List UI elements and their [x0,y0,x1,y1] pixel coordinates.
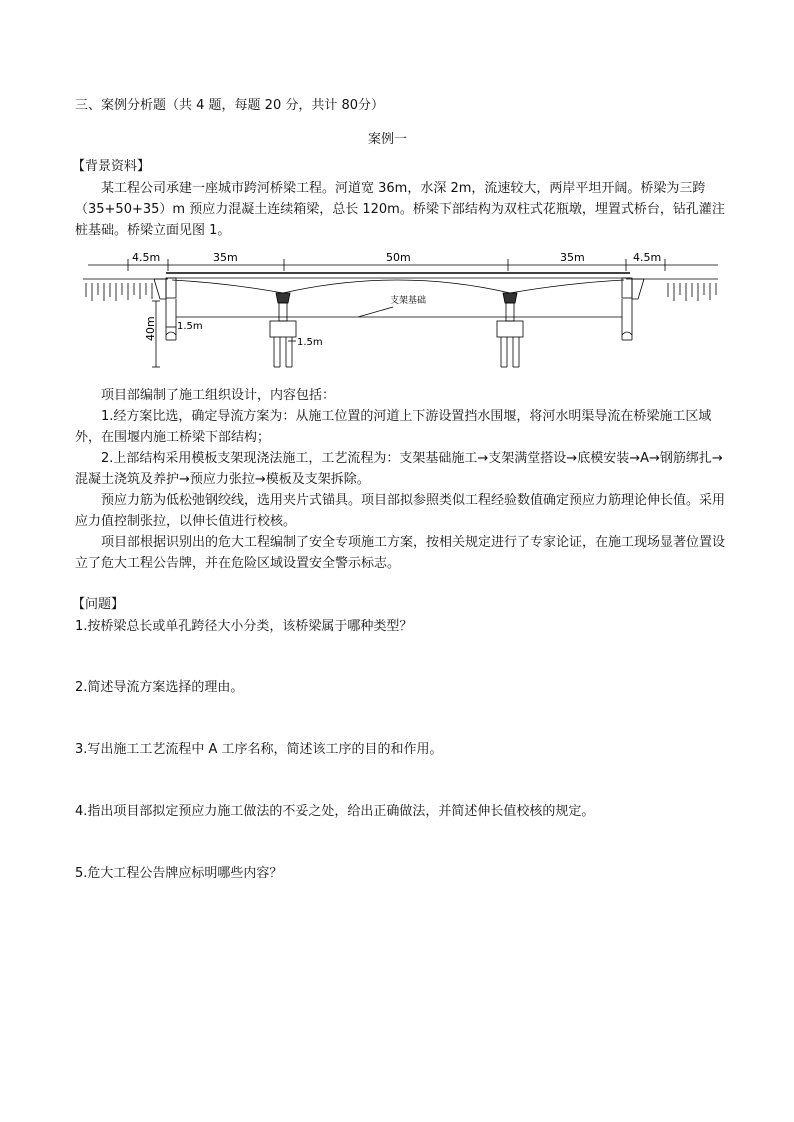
question-1: 1.按桥梁总长或单孔跨径大小分类，该桥梁属于哪种类型？ [75,619,413,634]
span-label-1: 4.5m [132,251,161,264]
support-foundation-label: 支架基础 [390,296,427,306]
questions-label: 【问题】 [72,597,125,612]
question-4: 4.指出项目部拟定预应力施工做法的不妥之处，给出正确做法，并简述伸长值校核的规定。 [75,804,595,819]
question-3: 3.写出施工工艺流程中 A 工序名称，简述该工序的目的和作用。 [75,742,443,757]
safety-paragraph: 项目部根据识别出的危大工程编制了安全专项施工方案，按相关规定进行了专家论证，在施工现场显著位置设立了危大工程公告牌，并在危险区域设置安全警示标志。 [75,535,726,571]
background-paragraph: 某工程公司承建一座城市跨河桥梁工程。河道宽 36m，水深 2m，流速较大，两岸平坦开阔。桥梁为三跨（35+50+35）m 预应力混凝土连续箱梁，总长 120m。桥梁下部结构为双柱式花瓶墩，埋置式桥台，钻孔灌注桩基础。桥梁立面见图 1。 [75,181,725,238]
span-label-3: 50m [386,251,411,264]
item-1: 1.经方案比选，确定导流方案为：从施工位置的河道上下游设置挡水围堰，将河水明渠导流在桥梁施工区域外，在围堰内施工桥梁下部结构； [75,409,712,445]
question-5: 5.危大工程公告牌应标明哪些内容？ [75,866,283,881]
span-label-2: 35m [213,251,238,264]
dim-1-5m-abutment: 1.5m [177,321,203,332]
height-label: 40m [144,316,157,341]
section-heading: 三、案例分析题（共 4 题，每题 20 分，共计 80分） [75,98,385,113]
bridge-elevation-figure [78,245,726,375]
intro-line: 项目部编制了施工组织设计，内容包括： [101,388,336,403]
background-label: 【背景资料】 [72,159,151,174]
span-label-5: 4.5m [633,251,662,264]
span-label-4: 35m [560,251,585,264]
case-title: 案例一 [368,132,408,147]
dim-1-5m-pier: 1.5m [297,337,323,348]
item-2: 2.上部结构采用模板支架现浇法施工，工艺流程为：支架基础施工→支架满堂搭设→底模安装→A→钢筋绑扎→混凝土浇筑及养护→预应力张拉→模板及支架拆除。 [75,451,723,487]
prestress-paragraph: 预应力筋为低松弛钢绞线，选用夹片式锚具。项目部拟参照类似工程经验数值确定预应力筋理论伸长值。采用应力值控制张拉，以伸长值进行校核。 [75,493,726,529]
question-2: 2.简述导流方案选择的理由。 [75,680,244,695]
